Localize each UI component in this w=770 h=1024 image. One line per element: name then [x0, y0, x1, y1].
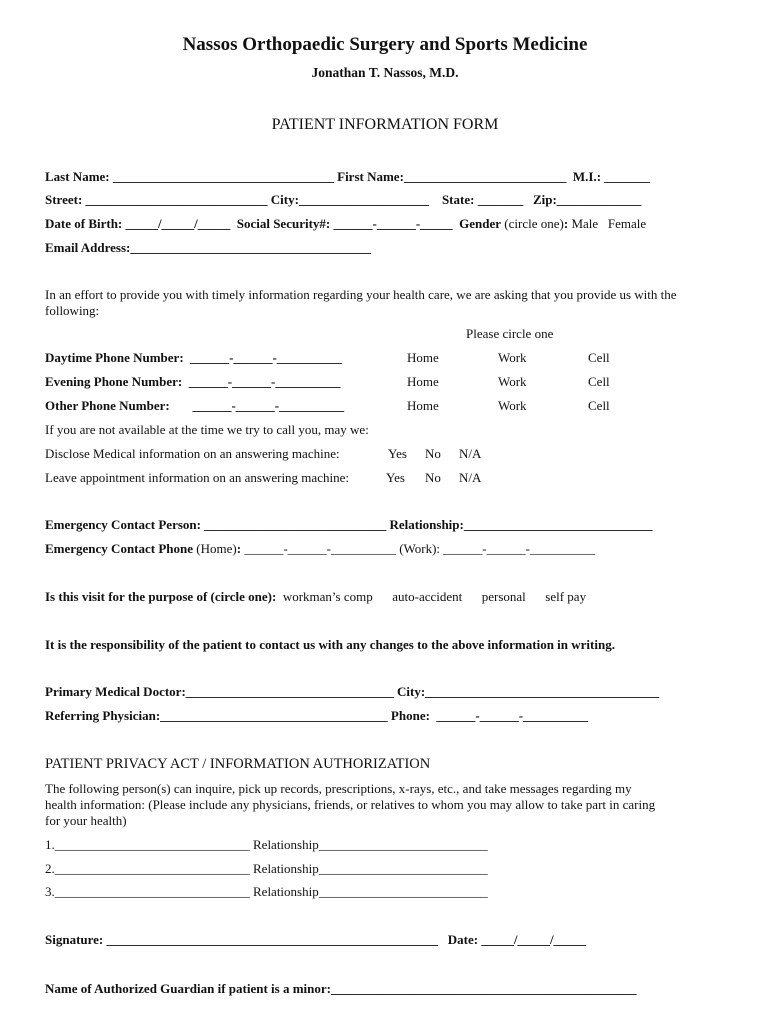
leave-yes-option[interactable]: Yes — [386, 470, 405, 485]
name-field-line[interactable]: Last Name: __________________________________ First Name:_________________________ M.I.: _______ — [45, 169, 650, 184]
authorized-person-line-1[interactable]: 1.______________________________ Relationship__________________________ — [45, 837, 488, 852]
phone-option-work[interactable]: Work — [498, 374, 527, 389]
phone-option-cell[interactable]: Cell — [588, 398, 610, 413]
emergency-phone-fields[interactable]: ______-______-__________ (Work): ______-______-__________ — [241, 541, 595, 556]
guardian-name-line[interactable]: Name of Authorized Guardian if patient is a minor:_______________________________________________ — [45, 981, 637, 996]
leave-label: Leave appointment information on an answering machine: — [45, 470, 349, 485]
disclose-label: Disclose Medical information on an answering machine: — [45, 446, 340, 461]
emergency-phone-colon: : — [236, 541, 242, 556]
phone-option-home[interactable]: Home — [407, 350, 439, 365]
emergency-contact-line[interactable]: Emergency Contact Person: ____________________________ Relationship:_____________________________ — [45, 517, 653, 532]
disclose-no-option[interactable]: No — [425, 446, 441, 461]
privacy-section-title: PATIENT PRIVACY ACT / INFORMATION AUTHORIZATION — [45, 756, 431, 772]
gender-options[interactable]: Male Female — [568, 216, 647, 231]
signature-date-line[interactable]: Signature: ___________________________________________________ Date: _____/_____/_____ — [45, 932, 587, 947]
privacy-text: The following person(s) can inquire, pick up records, prescriptions, x-rays, etc., and take messages regarding my health information: (Please include any physicians, friends, or relatives to whom you may allow to take part in caring for your health) — [45, 781, 656, 828]
dob-ssn-gender-line[interactable] — [45, 216, 646, 232]
phone-option-cell[interactable]: Cell — [588, 350, 610, 365]
emergency-phone-label: Emergency Contact Phone — [45, 541, 194, 556]
visit-purpose-label: Is this visit for the purpose of (circle one): — [45, 589, 277, 604]
disclose-na-option[interactable]: N/A — [459, 446, 482, 461]
doctor-name: Jonathan T. Nassos, M.D. — [311, 65, 459, 80]
emergency-phone-line[interactable] — [45, 541, 595, 557]
phone-row-label[interactable]: Other Phone Number: ______-______-__________ — [45, 398, 345, 413]
phone-option-home[interactable]: Home — [407, 398, 439, 413]
visit-purpose-line[interactable] — [45, 589, 586, 605]
referring-physician-line[interactable]: Referring Physician:___________________________________ Phone: ______-______-__________ — [45, 708, 589, 723]
dob-ssn-label: Date of Birth: _____/_____/_____ Social Security#: ______-______-_____ Gender — [45, 216, 502, 231]
phone-row-label[interactable]: Daytime Phone Number: ______-______-__________ — [45, 350, 342, 365]
leave-na-option[interactable]: N/A — [459, 470, 482, 485]
phone-option-cell[interactable]: Cell — [588, 374, 610, 389]
address-field-line[interactable]: Street: ____________________________ City:____________________ State: _______ Zip:_____________ — [45, 192, 642, 207]
authorized-person-line-2[interactable]: 2.______________________________ Relationship__________________________ — [45, 861, 488, 876]
practice-name: Nassos Orthopaedic Surgery and Sports Medicine — [182, 34, 588, 55]
form-title: PATIENT INFORMATION FORM — [271, 116, 499, 133]
circle-hint: Please circle one — [466, 326, 554, 341]
primary-doctor-line[interactable]: Primary Medical Doctor:________________________________ City:____________________________________ — [45, 684, 660, 699]
leave-no-option[interactable]: No — [425, 470, 441, 485]
phone-intro: In an effort to provide you with timely information regarding your health care, we are asking that you provide us with the following: — [45, 287, 677, 318]
phone-option-work[interactable]: Work — [498, 350, 527, 365]
unavailable-text: If you are not available at the time we try to call you, may we: — [45, 422, 369, 437]
authorized-person-line-3[interactable]: 3.______________________________ Relationship__________________________ — [45, 884, 488, 899]
phone-option-work[interactable]: Work — [498, 398, 527, 413]
emergency-phone-home-label: (Home) — [193, 541, 237, 556]
disclose-yes-option[interactable]: Yes — [388, 446, 407, 461]
email-field-line[interactable]: Email Address:_____________________________________ — [45, 240, 371, 255]
phone-option-home[interactable]: Home — [407, 374, 439, 389]
gender-hint: (circle one) — [501, 216, 564, 231]
responsibility-notice: It is the responsibility of the patient to contact us with any changes to the above information in writing. — [45, 637, 615, 652]
visit-purpose-options[interactable]: workman’s comp auto-accident personal self pay — [276, 589, 587, 604]
phone-row-label[interactable]: Evening Phone Number: ______-______-__________ — [45, 374, 341, 389]
gender-colon: : — [563, 216, 569, 231]
